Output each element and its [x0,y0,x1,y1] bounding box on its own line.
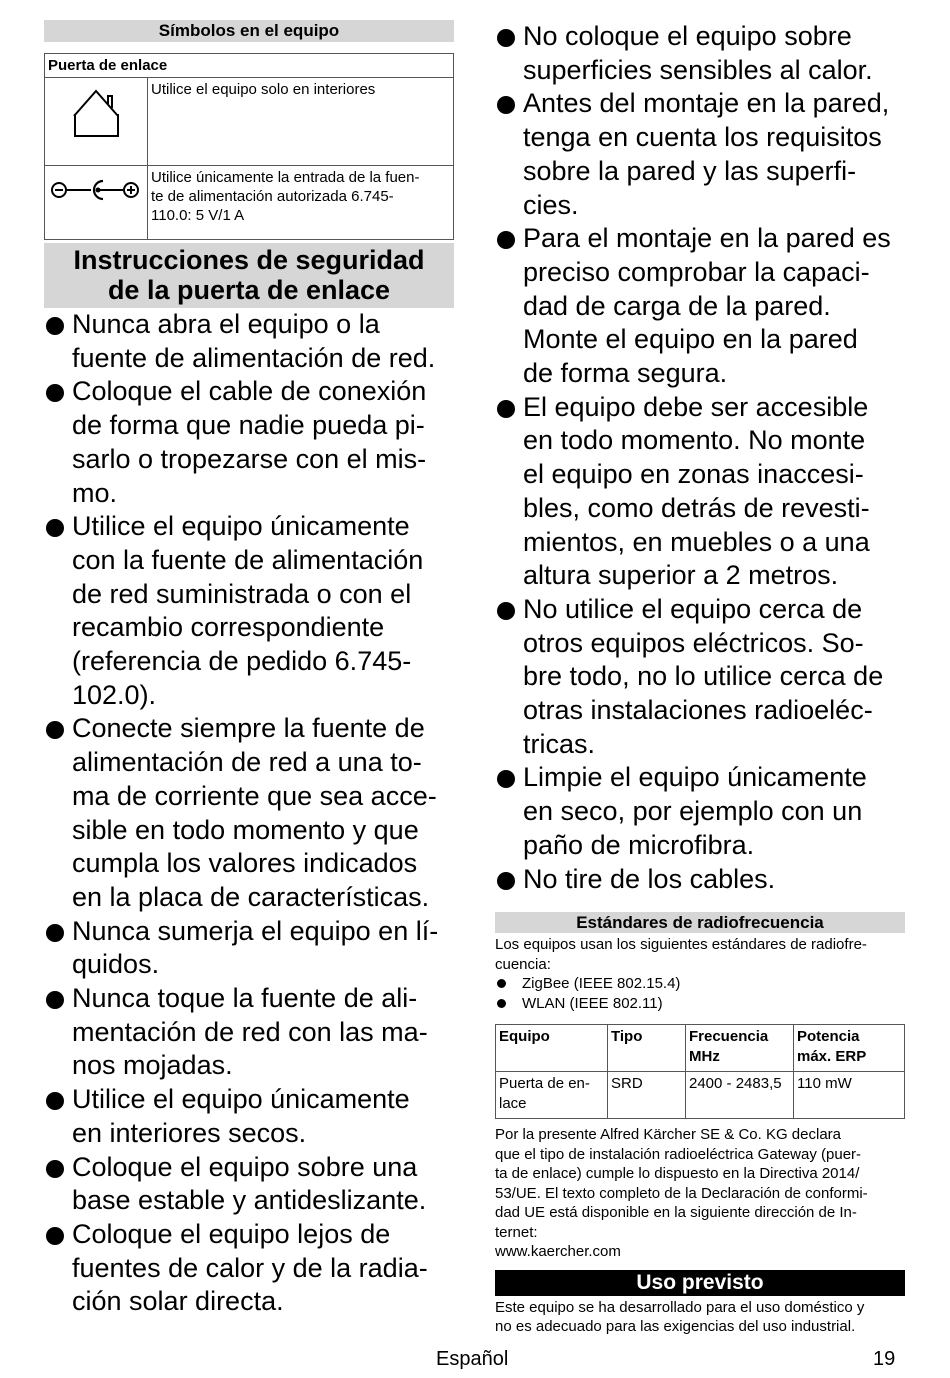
symbols-heading: Símbolos en el equipo [44,20,454,42]
list-item-line: Utilice el equipo únicamente [72,511,410,542]
bullet-icon [497,231,515,249]
rf-cell-tipo-text: SRD [611,1075,643,1093]
list-item-line: otros equipos eléctricos. So- [523,627,864,658]
paragraph-line: ternet: [495,1223,538,1241]
list-item-line: Utilice el equipo únicamente [72,1084,410,1115]
list-item-line: fuentes de calor y de la radia- [72,1252,428,1283]
safety-heading [44,243,454,308]
list-item-line: otras instalaciones radioeléc- [523,695,873,726]
list-item [495,391,905,593]
list-item-line: Para el montaje en la pared es [523,223,891,254]
list-item [44,1218,454,1319]
paragraph-line: no es adecuado para las exigencias del uso industrial. [495,1318,856,1336]
house-icon [45,78,147,160]
paragraph-line: Por la presente Alfred Kärcher SE & Co. KG declara [495,1126,842,1144]
list-item-line: con la fuente de alimentación [72,544,424,575]
list-item-line: Coloque el equipo lejos de [72,1218,391,1249]
safety-heading-line-1: Instrucciones de seguridad [73,245,425,275]
list-item [44,1083,454,1150]
rf-heading: Estándares de radiofrecuencia [495,912,905,933]
symbol-power-line-2: te de alimentación autorizada 6.745- [151,188,394,205]
left-column [44,20,454,1319]
list-item-line: Coloque el cable de conexión [72,376,427,407]
list-item-line: tenga en cuenta los requisitos [523,122,882,153]
list-item [495,87,905,222]
list-item-line: cies. [523,189,579,220]
dc-polarity-icon-cell [45,166,148,240]
list-item-line: tricas. [523,728,596,759]
list-item-line: Conecte siempre la fuente de [72,713,425,744]
house-icon-cell [45,78,148,166]
rf-cell-equipo-line-1: Puerta de en- [499,1075,590,1093]
symbols-table-header: Puerta de enlace [45,54,454,78]
rf-standards-list [495,974,905,1013]
list-item-line: el equipo en zonas inaccesi- [523,459,864,490]
list-item-line: Monte el equipo en la pared [523,324,858,355]
rf-header-equipo [496,1025,608,1072]
uso-heading: Uso previsto [495,1270,905,1296]
paragraph-line: ta de enlace) cumple lo dispuesto en la Directiva 2014/ [495,1165,860,1183]
list-item-line: preciso comprobar la capaci- [523,256,870,287]
rf-intro-line-2: cuencia: [495,955,551,973]
list-item-line: cumpla los valores indicados [72,848,418,879]
list-item-line: No tire de los cables. [523,863,776,894]
list-item-line: Antes del montaje en la pared, [523,88,890,119]
list-item-line: fuente de alimentación de red. [72,342,436,373]
bullet-icon [497,872,515,890]
rf-cell-tipo [608,1072,686,1119]
rf-standard-wlan: WLAN (IEEE 802.11) [522,994,663,1012]
list-item-line: recambio correspondiente [72,612,385,643]
bullet-icon [497,400,515,418]
rf-declaration [495,1125,905,1262]
safety-list-left [44,308,454,1319]
list-item-line: No utilice el equipo cerca de [523,593,863,624]
list-item-line: bre todo, no lo utilice cerca de [523,661,884,692]
list-item [44,712,454,914]
list-item-line: Limpie el equipo únicamente [523,762,867,793]
list-item-line: No coloque el equipo sobre [523,21,852,51]
list-item-line: ción solar directa. [72,1286,284,1317]
paragraph-line: que el tipo de instalación radioeléctrica Gateway (puer- [495,1145,862,1163]
list-item-line: base estable y antideslizante. [72,1185,427,1216]
list-item-line: Nunca sumerja el equipo en lí- [72,915,439,946]
uso-text [495,1298,905,1337]
list-item-line: quidos. [72,949,160,980]
list-item [495,994,905,1014]
safety-heading-line-2: de la puerta de enlace [107,275,391,305]
rf-cell-potencia [794,1072,905,1119]
list-item-line: bles, como detrás de revesti- [523,492,870,523]
list-item-line: ma de corriente que sea acce- [72,780,437,811]
rf-cell-frecuencia [686,1072,794,1119]
bullet-icon [497,770,515,788]
rf-table [495,1024,905,1119]
bullet-icon [46,991,64,1009]
table-row [496,1072,905,1119]
bullet-icon [46,1092,64,1110]
list-item-line: sarlo o tropezarse con el mis- [72,443,427,474]
rf-cell-potencia-text: 110 mW [797,1075,852,1093]
bullet-icon [497,979,506,988]
list-item [495,761,905,862]
list-item-line: Coloque el equipo sobre una [72,1151,418,1182]
paragraph-line: www.kaercher.com [495,1243,621,1261]
list-item [495,222,905,391]
symbol-power-line-1: Utilice únicamente la entrada de la fuen- [151,169,420,186]
rf-header-frecuencia [686,1025,794,1072]
list-item-line: nos mojadas. [72,1050,233,1081]
list-item-line: alimentación de red a una to- [72,747,422,778]
list-item-line: paño de microfibra. [523,829,755,860]
symbol-power-line-3: 110.0: 5 V/1 A [151,207,245,224]
list-item-line: superficies sensibles al calor. [523,54,873,85]
bullet-icon [497,602,515,620]
symbol-power-text [148,166,454,240]
rf-cell-frecuencia-text: 2400 - 2483,5 [689,1075,782,1093]
bullet-icon [497,999,506,1008]
bullet-icon [46,519,64,537]
list-item-line: en la placa de características. [72,881,430,912]
list-item [495,974,905,994]
list-item-line: en seco, por ejemplo con un [523,796,863,827]
safety-list-right [495,20,905,896]
rf-header-equipo-text: Equipo [499,1028,550,1046]
paragraph-line: Este equipo se ha desarrollado para el uso doméstico y [495,1298,865,1316]
rf-header-frecuencia-line-1: Frecuencia [689,1028,769,1046]
bullet-icon [46,317,64,335]
bullet-icon [46,924,64,942]
list-item-line: sobre la pared y las superfi- [523,155,857,186]
list-item-line: Nunca abra el equipo o la [72,309,380,339]
paragraph-line: 53/UE. El texto completo de la Declaración de conformi- [495,1184,868,1202]
list-item [44,510,454,712]
symbol-indoor-text: Utilice el equipo solo en interiores [148,78,454,166]
list-item [44,1151,454,1218]
list-item-line: en todo momento. No monte [523,425,866,456]
list-item [495,593,905,762]
list-item-line: en interiores secos. [72,1117,307,1148]
list-item [44,375,454,510]
table-row [496,1025,905,1072]
rf-header-potencia [794,1025,905,1072]
rf-header-potencia-line-2: máx. ERP [797,1047,867,1065]
list-item-line: altura superior a 2 metros. [523,560,839,591]
bullet-icon [497,96,515,114]
list-item [44,982,454,1083]
list-item-line: mientos, en muebles o a una [523,526,870,557]
rf-header-tipo [608,1025,686,1072]
list-item-line: de forma segura. [523,358,728,389]
footer-language: Español [436,1348,509,1370]
rf-intro [495,935,905,974]
list-item-line: de forma que nadie pueda pi- [72,410,425,441]
rf-cell-equipo-line-2: lace [499,1094,527,1112]
list-item-line: Nunca toque la fuente de ali- [72,983,418,1014]
right-column [495,20,905,1337]
list-item [495,863,905,897]
rf-header-frecuencia-line-2: MHz [689,1047,720,1065]
list-item-line: dad de carga de la pared. [523,290,831,321]
list-item-line: mentación de red con las ma- [72,1016,428,1047]
bullet-icon [46,1227,64,1245]
bullet-icon [46,384,64,402]
list-item [44,308,454,375]
bullet-icon [46,721,64,739]
page-number: 19 [873,1348,896,1370]
list-item [495,20,905,87]
rf-standard-zigbee: ZigBee (IEEE 802.15.4) [522,975,681,993]
bullet-icon [497,29,515,47]
bullet-icon [46,1160,64,1178]
rf-cell-equipo [496,1072,608,1119]
list-item [44,915,454,982]
rf-header-tipo-text: Tipo [611,1028,643,1046]
paragraph-line: dad UE está disponible en la siguiente dirección de In- [495,1204,857,1222]
list-item-line: El equipo debe ser accesible [523,391,869,422]
rf-header-potencia-line-1: Potencia [797,1028,860,1046]
list-item-line: sible en todo momento y que [72,814,419,845]
dc-polarity-icon [45,166,147,234]
list-item-line: (referencia de pedido 6.745- [72,646,412,677]
list-item-line: de red suministrada o con el [72,578,412,609]
rf-intro-line-1: Los equipos usan los siguientes estándares de radiofre- [495,936,867,954]
list-item-line: 102.0). [72,679,157,710]
list-item-line: mo. [72,477,118,508]
symbols-table [44,53,454,240]
